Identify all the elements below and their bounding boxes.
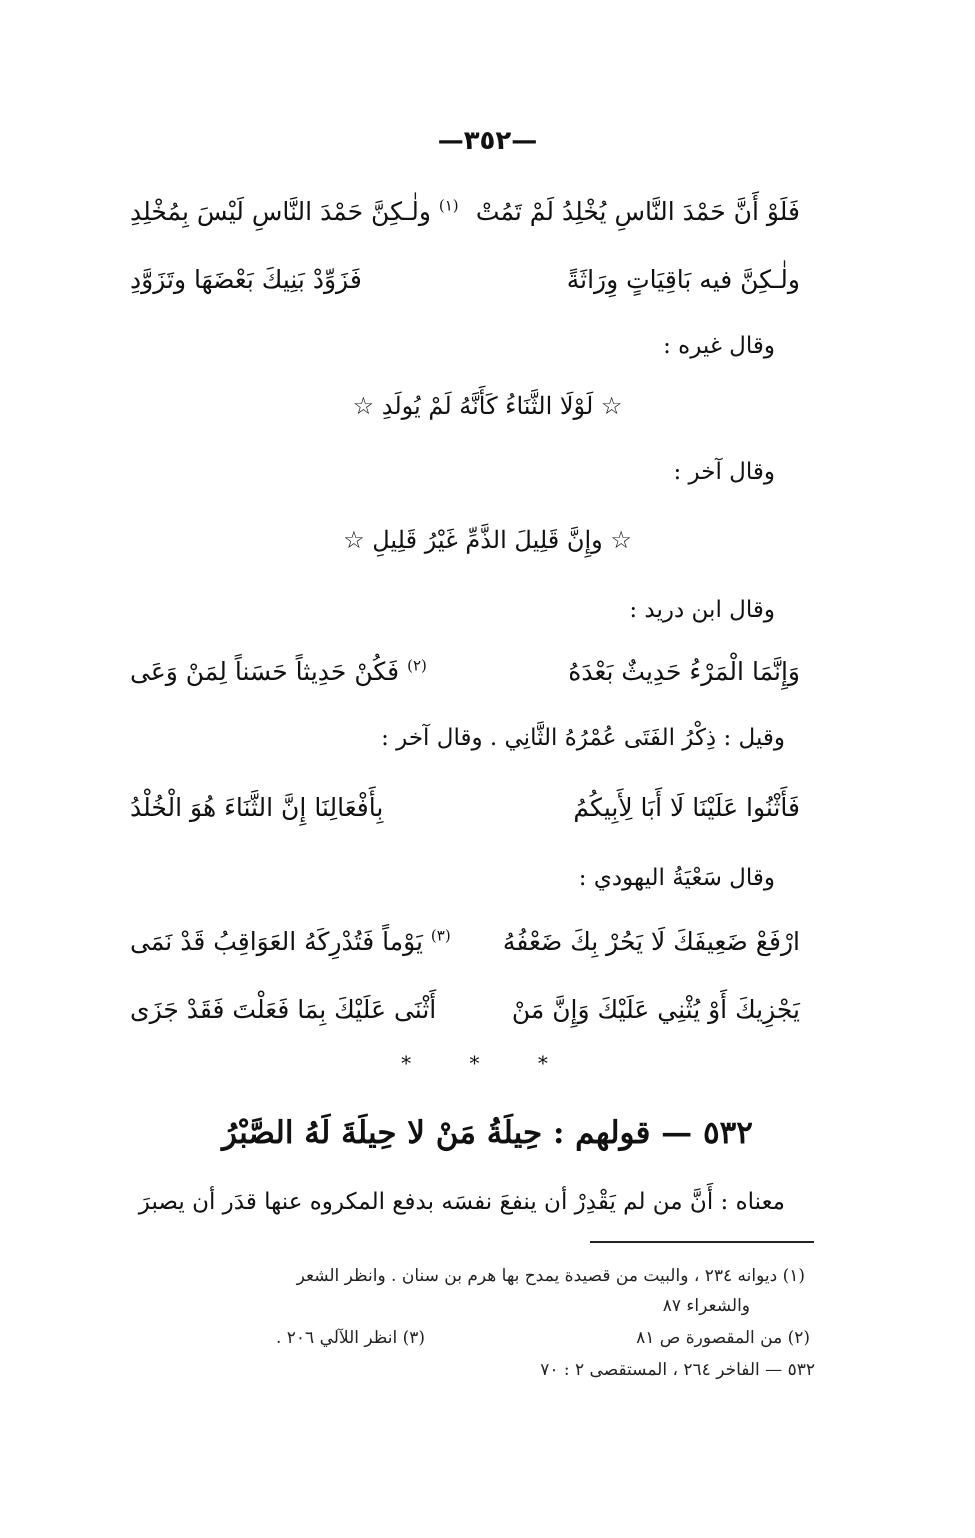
footnote-3: (٣) انظر اللآلي ٢٠٦ . <box>275 1328 425 1348</box>
saying-line: وقيل : ذِكْرُ الفَتَى عُمْرُهُ الثَّانِي . وقال آخر : <box>381 725 785 751</box>
footnote-marker: (٣) <box>430 926 451 945</box>
verse-second-hemistich-text: ولٰـكِنَّ حَمْدَ النَّاسِ لَيْسَ بِمُخْلِدِ <box>130 197 431 226</box>
verse-second-hemistich: أَثْنَى عَلَيْكَ بِمَا فَعَلْتَ فَقَدْ جَزَى <box>130 995 437 1024</box>
verse-second-hemistich <box>130 920 451 964</box>
speaker-intro: وقال غيره : <box>663 333 775 359</box>
footnote-marker: (١) <box>438 196 459 215</box>
verse-first-hemistich: فَأَثْنُوا عَلَيْنَا لَا أَبَا لِأَبِيكُمُ <box>573 793 800 822</box>
verse-line <box>130 988 800 1032</box>
proverb-heading: ٥٣٢ — قولهم : حِيلَةُ مَنْ لا حِيلَةَ لَهُ الصَّبْرُ <box>222 1115 753 1151</box>
footnote-1-continued: والشعراء ٨٧ <box>662 1296 750 1316</box>
verse-first-hemistich: وَإِنَّمَا الْمَرْءُ حَدِيثٌ بَعْدَهُ <box>568 657 800 686</box>
verse-line <box>130 650 800 694</box>
speaker-intro: وقال سَعْيَةُ اليهودي : <box>578 865 775 891</box>
verse-second-hemistich-text: فَكُنْ حَدِيثاً حَسَناً لِمَنْ وَعَى <box>130 657 400 686</box>
verse-second-hemistich-text: يَوْماً فَتُدْرِكَهُ العَوَاقِبُ قَدْ نَمَى <box>130 927 423 956</box>
section-separator: * * * <box>401 1051 574 1075</box>
verse-line <box>130 786 800 830</box>
verse-first-hemistich: ولٰـكِنَّ فيه بَاقِيَاتٍ وِرَاثَةً <box>566 265 800 294</box>
footnote-marker: (٢) <box>407 656 427 675</box>
footnote-1: (١) ديوانه ٢٣٤ ، والبيت من قصيدة يمدح بها هرم بن سنان . وانظر الشعر <box>296 1266 805 1286</box>
meaning-line: معناه : أَنَّ من لم يَقْدِرْ أن ينفعَ نفسَه بدفع المكروه عنها قدَر أن يصبرَ <box>138 1189 785 1215</box>
hemistich-quote: ☆ وإِنَّ قَلِيلَ الذَّمِّ غَيْرُ قَلِيلِ ☆ <box>343 526 632 554</box>
verse-second-hemistich: بِأَفْعَالِنَا إِنَّ الثَّنَاءَ هُوَ الْخُلْدُ <box>130 793 384 822</box>
verse-second-hemistich <box>130 650 427 694</box>
verse-line <box>130 190 800 234</box>
verse-line <box>130 258 800 302</box>
footnote-2: (٢) من المقصورة ص ٨١ <box>636 1328 810 1348</box>
verse-first-hemistich: ارْفَعْ ضَعِيفَكَ لَا يَحُرْ بِكَ ضَعْفُهُ <box>502 927 800 956</box>
verse-first-hemistich: فَلَوْ أَنَّ حَمْدَ النَّاسِ يُخْلِدُ لَمْ تَمُتْ <box>475 197 800 226</box>
verse-line <box>130 920 800 964</box>
speaker-intro: وقال ابن دريد : <box>629 597 775 623</box>
verse-second-hemistich: فَزَوِّدْ بَنِيكَ بَعْضَهَا وتَزَوَّدِ <box>130 265 362 294</box>
verse-first-hemistich: يَجْزِيكَ أَوْ يُثْنِي عَلَيْكَ وَإِنَّ مَنْ <box>511 995 800 1024</box>
page-number: —٣٥٢— <box>437 126 538 156</box>
footnote-divider <box>590 1241 814 1243</box>
verse-second-hemistich <box>130 190 459 234</box>
hemistich-quote: ☆ لَوْلَا الثَّنَاءُ كَأَنَّهُ لَمْ يُولَدِ ☆ <box>352 392 623 420</box>
speaker-intro: وقال آخر : <box>673 459 775 485</box>
footnote-proverb-reference: ٥٣٢ — الفاخر ٢٦٤ ، المستقصى ٢ : ٧٠ <box>540 1360 815 1380</box>
